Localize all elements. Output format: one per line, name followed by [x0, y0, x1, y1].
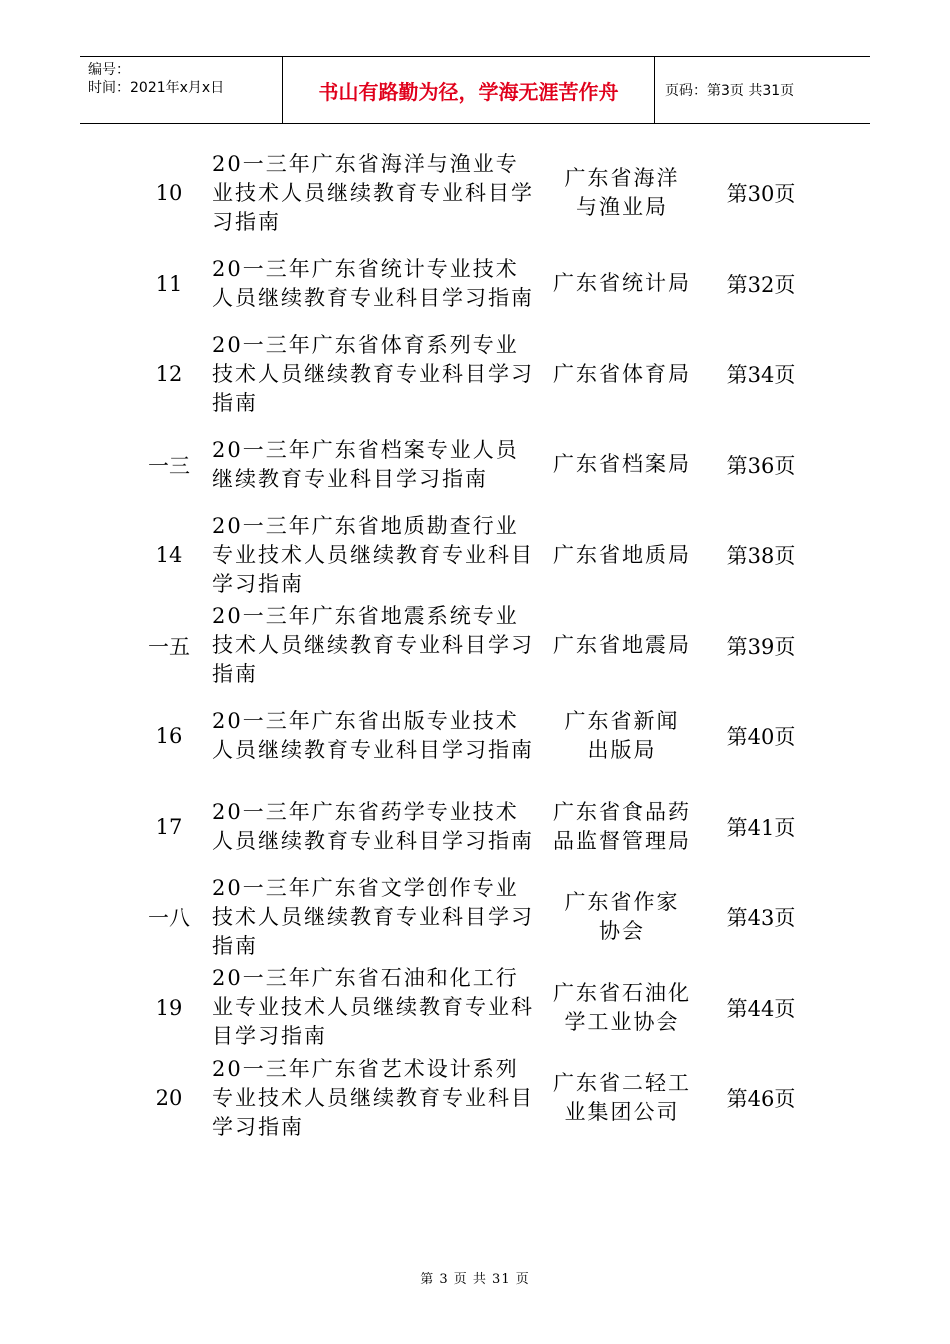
entry-title: 20一三年广东省出版专业技术人员继续教育专业科目学习指南 — [212, 709, 534, 763]
entry-title: 20一三年广东省海洋与渔业专业技术人员继续教育专业科目学习指南 — [212, 151, 534, 234]
toc-row — [0, 601, 950, 692]
entry-number: 14 — [155, 543, 183, 568]
toc-row — [0, 420, 950, 511]
toc-row — [0, 963, 950, 1054]
toc-row — [0, 782, 950, 873]
entry-page: 第40页 — [726, 725, 796, 750]
number-label: 编号： — [88, 62, 130, 78]
page-header — [80, 56, 870, 124]
entry-number: 一八 — [148, 906, 190, 931]
header-meta — [80, 57, 282, 123]
entry-page: 第39页 — [726, 634, 796, 659]
entry-page: 第32页 — [726, 272, 796, 297]
entry-number: 12 — [155, 362, 183, 387]
entry-title: 20一三年广东省文学创作专业技术人员继续教育专业科目学习指南 — [212, 875, 534, 958]
toc-row — [0, 510, 950, 601]
entry-number: 20 — [155, 1086, 183, 1111]
entry-department: 广东省统计局 — [553, 271, 691, 296]
entry-page: 第34页 — [726, 363, 796, 388]
entry-number: 10 — [155, 181, 183, 206]
entry-number: 16 — [155, 724, 183, 749]
entry-title: 20一三年广东省统计专业技术人员继续教育专业科目学习指南 — [212, 256, 534, 310]
entry-title: 20一三年广东省体育系列专业技术人员继续教育专业科目学习指南 — [212, 332, 534, 415]
toc-row — [0, 872, 950, 963]
entry-department: 广东省地震局 — [553, 633, 691, 658]
entry-department: 广东省石油化学工业协会 — [553, 980, 691, 1034]
header-motto: 书山有路勤为径，学海无涯苦作舟 — [282, 57, 655, 123]
entry-title: 20一三年广东省地质勘查行业专业技术人员继续教育专业科目学习指南 — [212, 513, 534, 596]
entry-department: 广东省体育局 — [553, 361, 691, 386]
entry-department: 广东省作家协会 — [564, 890, 680, 944]
entry-title: 20一三年广东省药学专业技术人员继续教育专业科目学习指南 — [212, 799, 534, 853]
entry-number: 17 — [155, 814, 183, 839]
entry-page: 第43页 — [726, 906, 796, 931]
toc-list — [0, 148, 950, 1144]
entry-title: 20一三年广东省档案专业人员继续教育专业科目学习指南 — [212, 437, 519, 491]
entry-department: 广东省新闻出版局 — [564, 709, 680, 763]
entry-department: 广东省地质局 — [553, 542, 691, 567]
entry-page: 第44页 — [726, 996, 796, 1021]
entry-number: 一五 — [148, 634, 190, 659]
entry-department: 广东省食品药品监督管理局 — [553, 799, 691, 853]
toc-row — [0, 239, 950, 330]
entry-page: 第36页 — [726, 453, 796, 478]
entry-department: 广东省海洋与渔业局 — [564, 166, 680, 220]
toc-row — [0, 691, 950, 782]
time-label: 时间：2021年x月x日 — [88, 80, 225, 96]
toc-row — [0, 148, 950, 239]
toc-row — [0, 1053, 950, 1144]
entry-title: 20一三年广东省艺术设计系列专业技术人员继续教育专业科目学习指南 — [212, 1056, 534, 1139]
entry-department: 广东省二轻工业集团公司 — [553, 1071, 691, 1125]
entry-page: 第46页 — [726, 1087, 796, 1112]
entry-title: 20一三年广东省地震系统专业技术人员继续教育专业科目学习指南 — [212, 604, 534, 687]
toc-row — [0, 329, 950, 420]
header-page-info: 页码：第3页 共31页 — [665, 83, 795, 99]
entry-number: 19 — [155, 995, 183, 1020]
entry-page: 第38页 — [726, 544, 796, 569]
entry-number: 11 — [155, 271, 183, 296]
entry-department: 广东省档案局 — [553, 452, 691, 477]
entry-number: 一三 — [148, 453, 190, 478]
page-footer: 第 3 页 共 31 页 — [420, 1272, 530, 1287]
entry-page: 第41页 — [726, 815, 796, 840]
entry-title: 20一三年广东省石油和化工行业专业技术人员继续教育专业科目学习指南 — [212, 966, 534, 1049]
entry-page: 第30页 — [726, 182, 796, 207]
